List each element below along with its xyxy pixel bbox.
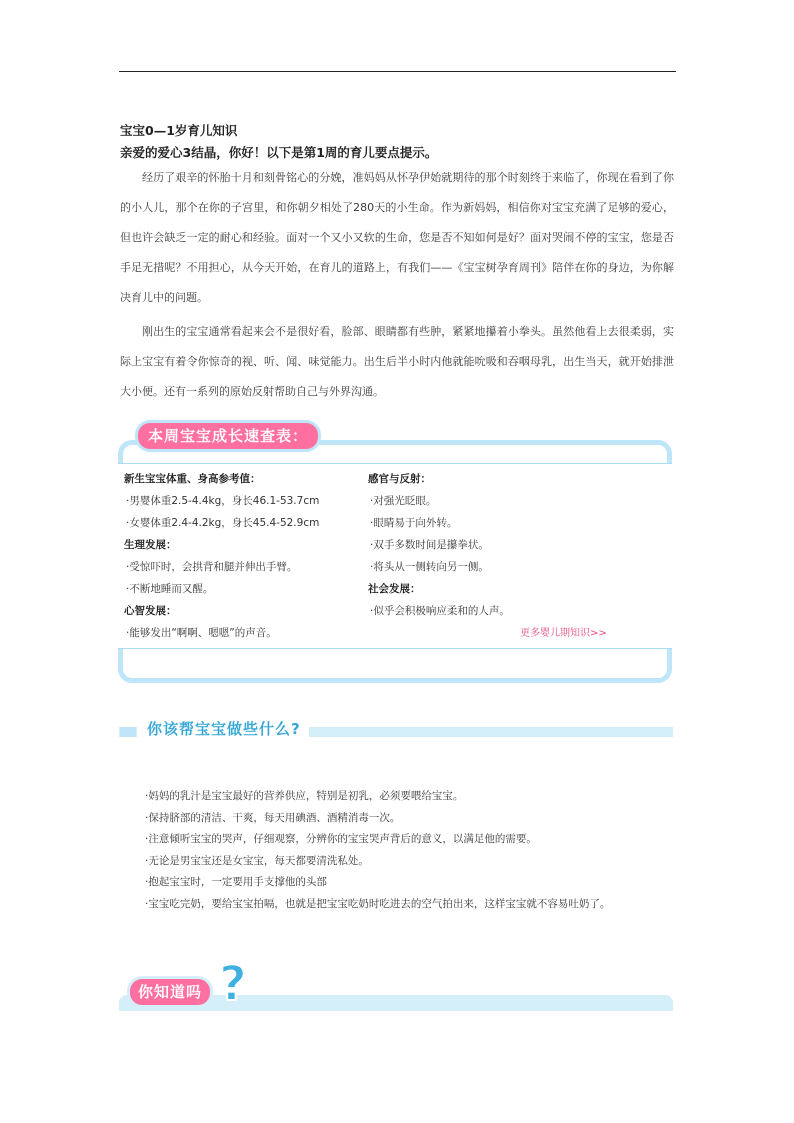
list-item: ·妈妈的乳汁是宝宝最好的营养供应，特别是初乳，必须要喂给宝宝。 <box>145 790 464 802</box>
list-item: ·不断地睡而又醒。 <box>126 583 214 595</box>
intro-paragraph-2: 刚出生的宝宝通常看起来会不是很好看，脸部、眼睛都有些肿，紧紧地攥着小拳头。虽然他看上去很柔弱，实际上宝宝有着令你惊奇的视、听、闻、味觉能力。出生后半小时内他就能吮吸和吞咽母乳，出生当天，就开始排泄大小便。还有一系列的原始反射帮助自己与外界沟通。 <box>120 325 674 398</box>
list-item: ·抱起宝宝时，一定要用手支撑他的头部 <box>145 876 327 888</box>
question-mark-icon <box>215 956 255 1006</box>
top-rule <box>119 71 676 72</box>
list-item: ·受惊吓时，会拱背和腿并伸出手臂。 <box>126 561 298 573</box>
list-item: ·无论是男宝宝还是女宝宝，每天都要清洗私处。 <box>145 854 369 867</box>
physical-development-heading: 生理发展： <box>124 539 177 551</box>
senses-reflex-heading: 感官与反射： <box>368 473 431 485</box>
social-development-heading: 社会发展： <box>368 583 421 595</box>
weight-height-heading: 新生宝宝体重、身高参考值： <box>124 473 261 485</box>
greeting-line: 亲爱的爱心3结晶，你好！以下是第1周的育儿要点提示。 <box>120 145 438 160</box>
growth-left-column <box>124 468 364 644</box>
page-title: 宝宝0—1岁育儿知识 <box>120 123 238 138</box>
growth-right-column <box>368 468 668 622</box>
list-item: ·双手多数时间是攥拳状。 <box>370 539 489 551</box>
list-item: ·宝宝吃完奶，要给宝宝拍嗝，也就是把宝宝吃奶时吃进去的空气拍出来，这样宝宝就不容易吐奶了。 <box>145 897 611 910</box>
heading-block <box>120 122 680 162</box>
more-infant-knowledge-link[interactable]: 更多婴儿期知识>> <box>520 628 607 639</box>
help-section-marker <box>120 727 136 737</box>
list-item: ·能够发出“啊啊、嗯嗯”的声音。 <box>126 627 277 639</box>
know-section-title: 你知道吗 <box>130 979 210 1005</box>
list-item: ·保持脐部的清洁、干爽，每天用碘酒、酒精消毒一次。 <box>145 811 401 824</box>
svg-text:?: ? <box>219 956 247 1006</box>
list-item: ·男婴体重2.5-4.4kg，身长46.1-53.7cm <box>126 495 320 507</box>
list-item: ·将头从一侧转向另一侧。 <box>370 561 489 573</box>
list-item: ·似乎会积极响应柔和的人声。 <box>370 605 510 617</box>
mental-development-heading: 心智发展： <box>124 605 177 617</box>
list-item: ·女婴体重2.4-4.2kg，身长45.4-52.9cm <box>126 517 320 529</box>
intro-paragraph-1: 经历了艰辛的怀胎十月和刻骨铭心的分娩，准妈妈从怀孕伊始就期待的那个时刻终于来临了，你现在看到了你的小人儿，那个在你的子宫里，和你朝夕相处了280天的小生命。作为新妈妈，相信你对宝宝充满了足够的爱心，但也许会缺乏一定的耐心和经验。面对一个又小又软的生命，您是否不知如何是好？面对哭闹不停的宝宝，您是否手足无措呢？不用担心，从今天开始，在育儿的道路上，有我们——《宝宝树孕育周刊》陪伴在你的身边，为你解决育儿中的问题。 <box>120 171 674 304</box>
list-item: ·对强光眨眼。 <box>370 495 437 507</box>
help-list <box>145 786 665 915</box>
list-item: ·注意倾听宝宝的哭声，仔细观察，分辨你的宝宝哭声背后的意义，以满足他的需要。 <box>145 833 537 845</box>
list-item: ·眼睛易于向外转。 <box>370 517 458 529</box>
help-section-title: 你该帮宝宝做些什么? <box>137 718 309 739</box>
growth-chart-title: 本周宝宝成长速查表： <box>138 423 318 449</box>
